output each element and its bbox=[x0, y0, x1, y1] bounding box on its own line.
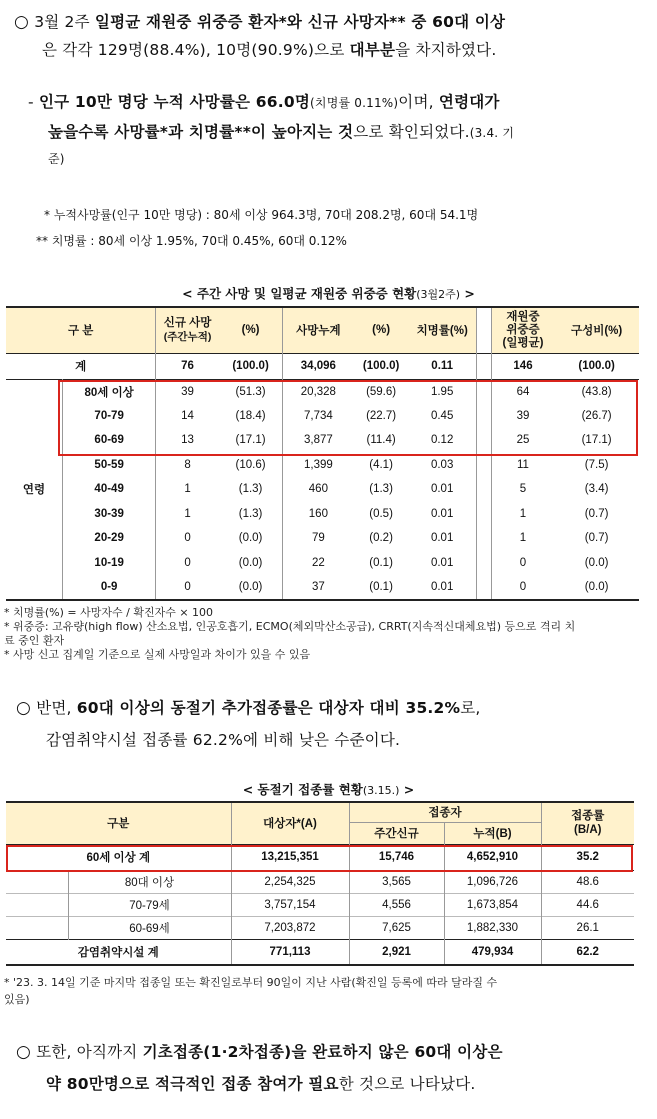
age-label: 60-69 bbox=[62, 428, 155, 453]
para2-line1-bold: 인구 10만 명당 누적 사망률은 66.0명 bbox=[38, 93, 311, 111]
para2-line1-post: 이며, bbox=[398, 93, 439, 111]
age-label: 40-49 bbox=[62, 477, 155, 502]
circle-bullet: ○ bbox=[16, 698, 32, 718]
table1-cell: (22.7) bbox=[366, 409, 397, 422]
table2-cell: 4,556 bbox=[349, 893, 444, 916]
table2-notes bbox=[4, 976, 654, 1007]
table2-row-label: 60-69세 bbox=[68, 916, 231, 939]
para3-line1-post: 로, bbox=[460, 699, 481, 717]
total-cell: 34,096 bbox=[300, 360, 336, 372]
table2-row-label: 감염취약시설 계 bbox=[6, 939, 231, 965]
header-new-deaths-2: (주간누적) bbox=[163, 331, 212, 344]
para3-line1-bold: 60대 이상의 동절기 추가접종률은 대상자 대비 35.2% bbox=[76, 699, 461, 717]
table1-cell: (3.4) bbox=[584, 483, 609, 496]
para2-line2-post: 으로 확인되었다. bbox=[353, 123, 470, 141]
table2-cell: 771,113 bbox=[231, 939, 349, 965]
table1-cell: 0 bbox=[184, 556, 191, 569]
para4-line1-bold: 기초접종(1·2차접종)을 완료하지 않은 60대 이상은 bbox=[142, 1043, 503, 1061]
header-death-total: 사망누계 bbox=[296, 325, 341, 338]
age-label: 0-9 bbox=[62, 575, 155, 600]
weekly-death-table bbox=[6, 306, 639, 601]
gap-cell bbox=[476, 353, 491, 379]
table1-cell: (11.4) bbox=[366, 434, 396, 447]
paragraph-summary-4 bbox=[16, 1040, 656, 1096]
table1-cell: 0 bbox=[519, 556, 527, 569]
table2-cell: 3,565 bbox=[349, 870, 444, 893]
gap-cell bbox=[476, 526, 491, 551]
age-label: 50-59 bbox=[62, 453, 155, 478]
gap-cell bbox=[476, 575, 491, 600]
table1-header-row bbox=[6, 307, 639, 353]
table1-cell: (0.0) bbox=[584, 556, 609, 569]
table1-age-row bbox=[6, 551, 639, 576]
table2-cell: 7,625 bbox=[349, 916, 444, 939]
table1-cell: (1.3) bbox=[369, 483, 393, 496]
table1-cell: (0.1) bbox=[369, 556, 393, 569]
header2-rate-2: (B/A) bbox=[574, 824, 602, 837]
total-label: 계 bbox=[6, 353, 156, 379]
table1-cell: 7,734 bbox=[303, 409, 333, 422]
header-icu bbox=[491, 307, 554, 353]
header-pct-1: (%) bbox=[219, 307, 283, 353]
circle-bullet: ○ bbox=[16, 1042, 32, 1062]
table1-cell: 0 bbox=[184, 580, 191, 593]
para2-line2-bold: 높을수록 사망률*과 치명률**이 높아지는 것 bbox=[48, 123, 354, 141]
table2-note-1: * '23. 3. 14일 기준 마지막 접종일 또는 확진일로부터 90일이 지난 사람(확진일 등록에 따라 달라질 수 bbox=[4, 976, 498, 989]
table1-age-row bbox=[6, 453, 639, 478]
para2-line1-small: (치명률 0.11%) bbox=[310, 96, 399, 110]
para4-line2-post: 한 것으로 나타났다. bbox=[338, 1075, 476, 1093]
table1-cell: 0.01 bbox=[430, 580, 454, 593]
table1-total-row bbox=[6, 353, 639, 379]
table2-row bbox=[6, 893, 634, 916]
para2-line2-small: (3.4. 기 bbox=[469, 126, 515, 140]
table1-cell: 5 bbox=[519, 483, 527, 496]
table2-cell: 1,096,726 bbox=[444, 870, 541, 893]
para2-line3-small: 준) bbox=[48, 152, 65, 166]
table1-cell: 8 bbox=[184, 458, 191, 471]
table2-row-label: 70-79세 bbox=[68, 893, 231, 916]
table1-cell: 0.01 bbox=[430, 556, 454, 569]
table1-cell: (0.0) bbox=[584, 580, 609, 593]
para4-line1-pre: 또한, 아직까지 bbox=[36, 1043, 143, 1061]
table1-cell: (0.5) bbox=[369, 507, 393, 520]
table1-cell: (7.5) bbox=[584, 458, 609, 471]
table1-cell: (4.1) bbox=[369, 458, 393, 471]
para1-line2-end: 을 차지하였다. bbox=[395, 41, 497, 59]
table1-caption-text: < 주간 사망 및 일평균 재원중 위중증 현황 bbox=[182, 286, 417, 301]
table1-age-row bbox=[6, 477, 639, 502]
table1-cell: 39 bbox=[516, 409, 530, 422]
table2-row-label: 60세 이상 계 bbox=[6, 844, 231, 870]
paragraph-summary-3 bbox=[16, 696, 656, 752]
table2-row bbox=[6, 939, 634, 965]
header-pct-2: (%) bbox=[372, 324, 391, 337]
header2-cumulative: 누적(B) bbox=[444, 822, 541, 844]
header-new-deaths-1: 신규 사망 bbox=[163, 317, 212, 330]
para1-line1-bold: 일평균 재원중 위중증 환자*와 신규 사망자** 중 60대 이상 bbox=[94, 13, 506, 31]
table1-cell: 0 bbox=[184, 532, 191, 545]
table1-cell: (0.2) bbox=[369, 532, 393, 545]
total-cell: (100.0) bbox=[578, 360, 615, 372]
footnote-death-rate: * 누적사망률(인구 10만 명당) : 80세 이상 964.3명, 70대 208.2명, 60대 54.1명 bbox=[44, 208, 479, 222]
paragraph-summary-1 bbox=[14, 10, 654, 62]
table1-cell: 37 bbox=[311, 580, 325, 593]
table1-cell: (43.8) bbox=[581, 385, 612, 398]
table1-age-row bbox=[6, 526, 639, 551]
table1-cell: 1 bbox=[184, 483, 191, 496]
table2-cell: 62.2 bbox=[576, 945, 599, 958]
table1-cell: (51.3) bbox=[219, 379, 283, 404]
table2-row bbox=[6, 916, 634, 939]
table1-note: * 위중증: 고유량(high flow) 산소요법, 인공호흡기, ECMO(체외막산소공급), CRRT(지속적신대체요법) 등으로 격리 치 bbox=[4, 620, 576, 633]
circle-bullet: ○ bbox=[14, 12, 30, 32]
table1-cell: 0.12 bbox=[430, 434, 454, 447]
gap-cell bbox=[476, 551, 491, 576]
table1-cell: 1.95 bbox=[430, 385, 454, 398]
table1-cell: (1.3) bbox=[219, 477, 283, 502]
table2-caption-end: > bbox=[399, 782, 415, 797]
para3-line1-pre: 반면, bbox=[36, 699, 77, 717]
table1-cell: (0.0) bbox=[219, 551, 283, 576]
total-cell: 76 bbox=[181, 360, 194, 372]
table2-row bbox=[6, 870, 634, 893]
total-cell: (100.0) bbox=[219, 353, 283, 379]
table1-cell: (17.1) bbox=[219, 428, 283, 453]
table1-cell: 0.01 bbox=[430, 483, 454, 496]
table1-cell: (17.1) bbox=[581, 434, 612, 447]
table2-caption bbox=[0, 780, 657, 798]
table1-cell: 160 bbox=[308, 507, 328, 520]
table2-cell: 1,673,854 bbox=[444, 893, 541, 916]
table1-caption-end: > bbox=[460, 286, 475, 301]
table1-cell: 64 bbox=[516, 385, 530, 398]
header-icu-2: 위중증 bbox=[506, 323, 540, 336]
header2-rate bbox=[541, 802, 634, 844]
total-cell: 146 bbox=[513, 360, 533, 372]
table1-cell: (0.1) bbox=[369, 580, 393, 593]
header2-gubun: 구분 bbox=[6, 802, 231, 844]
table1-cell: 460 bbox=[308, 483, 328, 496]
table1-cell: 20,328 bbox=[300, 385, 336, 398]
table1-cell: (10.6) bbox=[219, 453, 283, 478]
gap-cell bbox=[476, 428, 491, 453]
table2-caption-sub: (3.15.) bbox=[362, 784, 400, 797]
header-icu-1: 재원중 bbox=[506, 310, 540, 323]
table2-cell: 13,215,351 bbox=[231, 844, 349, 870]
table1-cell: 79 bbox=[311, 532, 325, 545]
header-share: 구성비(%) bbox=[571, 325, 623, 338]
total-cell: (100.0) bbox=[362, 360, 400, 372]
table1-cell: (0.7) bbox=[584, 532, 609, 545]
table1-notes bbox=[4, 606, 654, 662]
para1-line2-bold: 대부분 bbox=[349, 41, 396, 59]
table2-cell: 1,882,330 bbox=[444, 916, 541, 939]
table2-row bbox=[6, 844, 634, 870]
para1-line1-text: 3월 2주 bbox=[34, 13, 95, 31]
table2-cell: 48.6 bbox=[576, 875, 599, 888]
header-icu-3: (일평균) bbox=[502, 336, 544, 349]
table2-indent-cell bbox=[6, 893, 68, 916]
table2-cell: 35.2 bbox=[576, 851, 599, 863]
table1-cell: 0 bbox=[519, 580, 527, 593]
table1-cell: 25 bbox=[516, 434, 530, 447]
table1-age-row bbox=[6, 575, 639, 600]
gap-cell bbox=[476, 453, 491, 478]
header2-target: 대상자*(A) bbox=[231, 802, 349, 844]
table1-cell: 3,877 bbox=[303, 434, 333, 447]
table1-cell: 0.45 bbox=[430, 409, 454, 422]
table2-cell: 4,652,910 bbox=[444, 844, 541, 870]
table2-cell: 26.1 bbox=[576, 921, 599, 934]
table1-cell: (1.3) bbox=[219, 502, 283, 527]
table1-cell: 1,399 bbox=[303, 458, 333, 471]
table1-cell: 0.01 bbox=[430, 532, 454, 545]
table2-cell: 479,934 bbox=[444, 939, 541, 965]
table2-indent-cell bbox=[6, 916, 68, 939]
gap-cell bbox=[476, 404, 491, 429]
table1-age-row bbox=[6, 404, 639, 429]
table2-caption-text: < 동절기 접종률 현황 bbox=[242, 782, 363, 797]
table2-cell: 44.6 bbox=[576, 898, 599, 911]
paragraph-detail-2 bbox=[28, 90, 653, 170]
table1-age-row bbox=[6, 379, 639, 404]
table1-body bbox=[6, 379, 639, 600]
age-label: 70-79 bbox=[62, 404, 155, 429]
para4-line2-bold: 약 80만명으로 적극적인 접종 참여가 필요 bbox=[46, 1075, 339, 1093]
footnote-cfr: ** 치명률 : 80세 이상 1.95%, 70대 0.45%, 60대 0.12% bbox=[36, 234, 347, 248]
header-gap bbox=[476, 307, 491, 353]
table1-cell: 22 bbox=[311, 556, 325, 569]
table1-cell: 11 bbox=[517, 458, 529, 471]
total-cell: 0.11 bbox=[431, 360, 454, 372]
table1-cell: 14 bbox=[181, 409, 194, 422]
table1-cell: 39 bbox=[181, 385, 194, 398]
table1-cell: (0.0) bbox=[219, 526, 283, 551]
table2-row-label: 80대 이상 bbox=[68, 870, 231, 893]
header-cfr: 치명률(%) bbox=[416, 325, 468, 338]
table1-caption bbox=[0, 284, 657, 302]
table1-cell: 0.01 bbox=[430, 507, 454, 520]
table1-cell: (26.7) bbox=[581, 409, 612, 422]
table2-body bbox=[6, 844, 634, 965]
table2-note-2: 있음) bbox=[4, 993, 30, 1006]
header-gubun: 구 분 bbox=[6, 307, 156, 353]
table1-caption-sub: (3월2주) bbox=[416, 288, 461, 301]
table1-note: * 사망 신고 집계일 기준으로 실제 사망일과 차이가 있을 수 있음 bbox=[4, 648, 311, 661]
age-label: 20-29 bbox=[62, 526, 155, 551]
table1-cell: (18.4) bbox=[219, 404, 283, 429]
table2-cell: 2,921 bbox=[349, 939, 444, 965]
table2-cell: 3,757,154 bbox=[231, 893, 349, 916]
table2-header-row-1 bbox=[6, 802, 634, 822]
table2-cell: 15,746 bbox=[349, 844, 444, 870]
table1-cell: 1 bbox=[519, 507, 527, 520]
table1-cell: (59.6) bbox=[366, 385, 397, 398]
gap-cell bbox=[476, 502, 491, 527]
table1-note: 료 중인 환자 bbox=[4, 634, 65, 647]
para2-line1-bold2: 연령대가 bbox=[438, 93, 500, 111]
table1-cell: 13 bbox=[181, 434, 194, 447]
table1-age-row bbox=[6, 428, 639, 453]
group-label-age: 연령 bbox=[6, 379, 62, 600]
header2-rate-1: 접종률 bbox=[571, 810, 605, 823]
header2-vaccinated: 접종자 bbox=[349, 802, 541, 822]
table2-indent-cell bbox=[6, 870, 68, 893]
table2-cell: 7,203,872 bbox=[231, 916, 349, 939]
age-label: 10-19 bbox=[62, 551, 155, 576]
table2-cell: 2,254,325 bbox=[231, 870, 349, 893]
table1-cell: (0.0) bbox=[219, 575, 283, 600]
para3-line2: 감염취약시설 접종률 62.2%에 비해 낮은 수준이다. bbox=[46, 731, 401, 749]
header-new-deaths bbox=[156, 307, 219, 353]
table1-cell: 1 bbox=[184, 507, 191, 520]
table1-cell: 1 bbox=[519, 532, 527, 545]
gap-cell bbox=[476, 477, 491, 502]
table1-age-row bbox=[6, 502, 639, 527]
gap-cell bbox=[476, 379, 491, 404]
winter-vaccination-table bbox=[6, 801, 634, 966]
age-label: 80세 이상 bbox=[62, 379, 155, 404]
header2-weekly-new: 주간신규 bbox=[349, 822, 444, 844]
table1-cell: (0.7) bbox=[584, 507, 609, 520]
table1-cell: 0.03 bbox=[430, 458, 454, 471]
para1-line2-text: 은 각각 129명(88.4%), 10명(90.9%)으로 bbox=[42, 41, 350, 59]
age-label: 30-39 bbox=[62, 502, 155, 527]
table1-note: * 치명률(%) = 사망자수 / 확진자수 × 100 bbox=[4, 606, 214, 619]
dash-bullet: - bbox=[28, 93, 34, 111]
